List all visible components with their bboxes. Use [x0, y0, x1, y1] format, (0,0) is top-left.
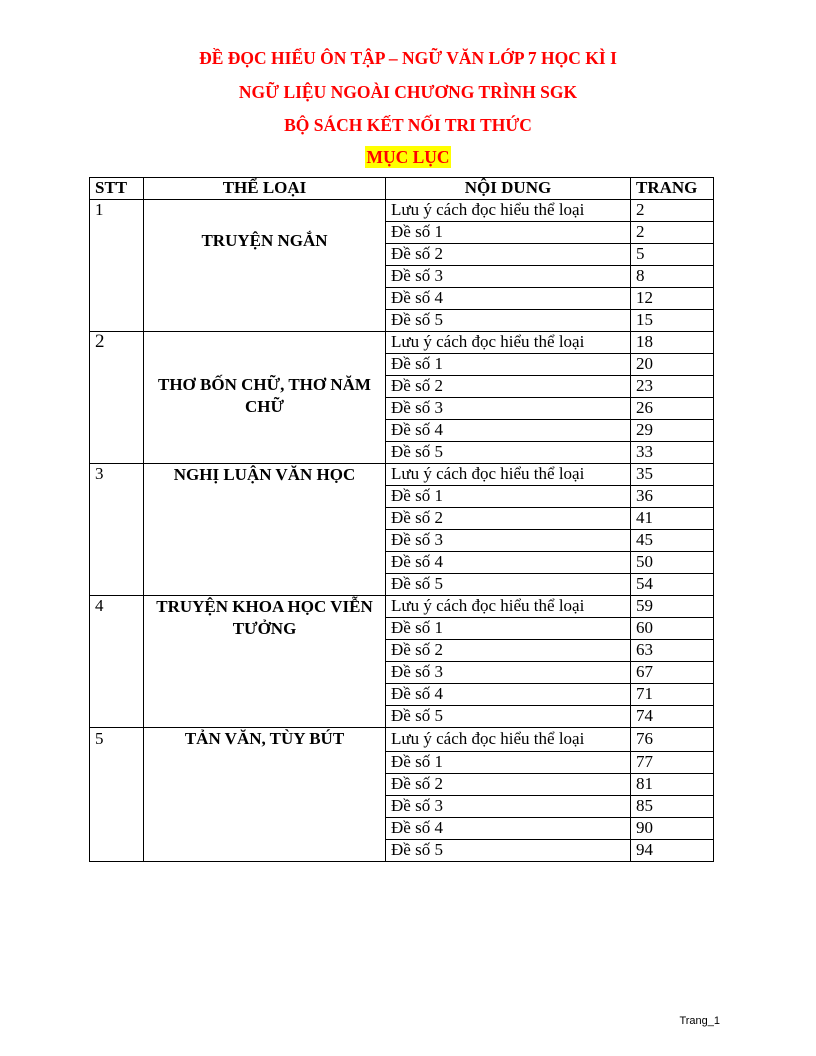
content-cell[interactable]: Đề số 2 [386, 376, 631, 398]
content-cell[interactable]: Đề số 2 [386, 640, 631, 662]
content-cell[interactable]: Đề số 3 [386, 530, 631, 552]
genre-cell: TRUYỆN KHOA HỌC VIỄN TƯỞNG [144, 596, 386, 728]
page-cell: 60 [631, 618, 714, 640]
page-cell: 2 [631, 200, 714, 222]
content-cell[interactable]: Đề số 4 [386, 552, 631, 574]
page-cell: 74 [631, 706, 714, 728]
toc-table [89, 177, 714, 862]
page-cell: 20 [631, 354, 714, 376]
page-cell: 15 [631, 310, 714, 332]
genre-cell: NGHỊ LUẬN VĂN HỌC [144, 464, 386, 596]
content-cell[interactable]: Đề số 2 [386, 244, 631, 266]
content-cell[interactable]: Lưu ý cách đọc hiểu thể loại [386, 728, 631, 752]
page-cell: 33 [631, 442, 714, 464]
page-cell: 18 [631, 332, 714, 354]
table-row [90, 728, 714, 752]
page-cell: 41 [631, 508, 714, 530]
page-cell: 2 [631, 222, 714, 244]
stt-cell: 2 [90, 332, 144, 464]
page-cell: 94 [631, 840, 714, 862]
page-cell: 63 [631, 640, 714, 662]
content-cell[interactable]: Đề số 4 [386, 684, 631, 706]
page-cell: 54 [631, 574, 714, 596]
content-cell[interactable]: Đề số 4 [386, 420, 631, 442]
header-page: TRANG [631, 178, 714, 200]
page-cell: 76 [631, 728, 714, 752]
content-cell[interactable]: Đề số 5 [386, 840, 631, 862]
content-cell[interactable]: Đề số 3 [386, 398, 631, 420]
genre-cell: TẢN VĂN, TÙY BÚT [144, 728, 386, 862]
page-cell: 8 [631, 266, 714, 288]
stt-cell: 4 [90, 596, 144, 728]
page-cell: 59 [631, 596, 714, 618]
content-cell[interactable]: Lưu ý cách đọc hiểu thể loại [386, 332, 631, 354]
content-cell[interactable]: Đề số 5 [386, 706, 631, 728]
content-cell[interactable]: Đề số 1 [386, 618, 631, 640]
content-cell[interactable]: Đề số 1 [386, 752, 631, 774]
page-cell: 35 [631, 464, 714, 486]
toc-heading-wrap [0, 146, 816, 168]
page-cell: 12 [631, 288, 714, 310]
content-cell[interactable]: Đề số 5 [386, 310, 631, 332]
page-cell: 36 [631, 486, 714, 508]
header-stt: STT [90, 178, 144, 200]
content-cell[interactable]: Đề số 3 [386, 662, 631, 684]
page-cell: 45 [631, 530, 714, 552]
table-row [90, 200, 714, 222]
document-series: BỘ SÁCH KẾT NỐI TRI THỨC [284, 115, 532, 135]
page-cell: 5 [631, 244, 714, 266]
page-cell: 50 [631, 552, 714, 574]
page-cell: 90 [631, 818, 714, 840]
content-cell[interactable]: Đề số 1 [386, 354, 631, 376]
header-genre: THỂ LOẠI [144, 178, 386, 200]
page-cell: 29 [631, 420, 714, 442]
table-row [90, 332, 714, 354]
content-cell[interactable]: Lưu ý cách đọc hiểu thể loại [386, 596, 631, 618]
content-cell[interactable]: Đề số 4 [386, 818, 631, 840]
page-cell: 81 [631, 774, 714, 796]
table-header-row [90, 178, 714, 200]
genre-cell: THƠ BỐN CHỮ, THƠ NĂM CHỮ [144, 332, 386, 464]
page-cell: 26 [631, 398, 714, 420]
document-title: ĐỀ ĐỌC HIỂU ÔN TẬP – NGỮ VĂN LỚP 7 HỌC KÌ I [199, 48, 617, 68]
table-row [90, 596, 714, 618]
content-cell[interactable]: Đề số 5 [386, 574, 631, 596]
document-subtitle: NGỮ LIỆU NGOÀI CHƯƠNG TRÌNH SGK [238, 82, 578, 102]
content-cell[interactable]: Lưu ý cách đọc hiểu thể loại [386, 200, 631, 222]
content-cell[interactable]: Đề số 1 [386, 222, 631, 244]
page-cell: 85 [631, 796, 714, 818]
table-row [90, 464, 714, 486]
stt-cell: 3 [90, 464, 144, 596]
stt-cell: 5 [90, 728, 144, 862]
genre-cell: TRUYỆN NGẮN [144, 200, 386, 332]
header-content: NỘI DUNG [386, 178, 631, 200]
page-cell: 71 [631, 684, 714, 706]
content-cell[interactable]: Đề số 3 [386, 796, 631, 818]
page-cell: 77 [631, 752, 714, 774]
toc-body [90, 200, 714, 862]
stt-cell: 1 [90, 200, 144, 332]
content-cell[interactable]: Lưu ý cách đọc hiểu thể loại [386, 464, 631, 486]
content-cell[interactable]: Đề số 1 [386, 486, 631, 508]
page-footer: Trang_1 [679, 1015, 720, 1027]
content-cell[interactable]: Đề số 5 [386, 442, 631, 464]
content-cell[interactable]: Đề số 3 [386, 266, 631, 288]
page-cell: 67 [631, 662, 714, 684]
content-cell[interactable]: Đề số 2 [386, 508, 631, 530]
content-cell[interactable]: Đề số 2 [386, 774, 631, 796]
page-cell: 23 [631, 376, 714, 398]
content-cell[interactable]: Đề số 4 [386, 288, 631, 310]
toc-heading: MỤC LỤC [366, 147, 450, 167]
